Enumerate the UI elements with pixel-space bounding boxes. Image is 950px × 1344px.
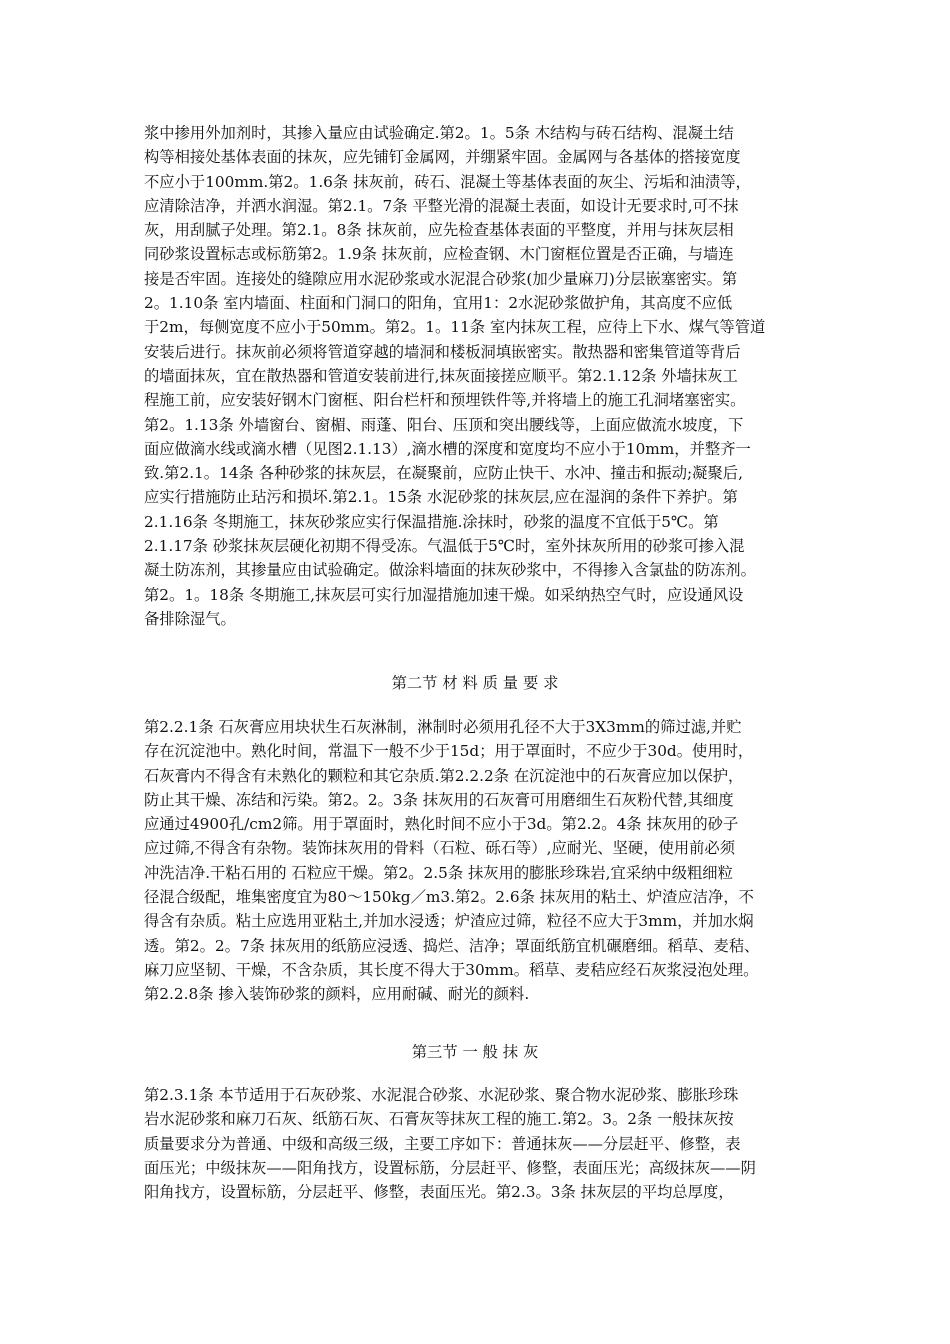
text-line: 阳角找方，设置标筋，分层赶平、修整，表面压光。第2.3。3条 抹灰层的平均总厚度，	[144, 1183, 734, 1202]
text-line: 透。第2。2。7条 抹灰用的纸筋应浸透、捣烂、洁净；罩面纸筋宜机碾磨细。稻草、麦秸、	[144, 936, 760, 955]
text-line: 面压光；中级抹灰——阳角找方，设置标筋，分层赶平、修整，表面压光；高级抹灰——阴	[144, 1158, 756, 1177]
text-line: 得含有杂质。粘土应选用亚粘土,并加水浸透；炉渣应过筛，粒径不应大于3mm，并加水焖	[144, 912, 754, 931]
text-line: 安装后进行。抹灰前必须将管道穿越的墙洞和楼板洞填嵌密实。散热器和密集管道等背后	[144, 342, 741, 361]
paragraph-general-plastering	[144, 1083, 814, 1204]
text-line: 第2.2.1条 石灰膏应用块状生石灰淋制，淋制时必须用孔径不大于3X3mm的筛过滤,并贮	[144, 718, 742, 736]
text-line: 的墙面抹灰，宜在散热器和管道安装前进行,抹灰面接搓应顺平。第2.1.12条 外墙抹灰工	[144, 366, 738, 385]
text-line: 第2.2.8条 掺入装饰砂浆的颜料，应用耐碱、耐光的颜料.	[144, 985, 530, 1004]
text-line: 冲洗洁净.干粘石用的 石粒应干燥。第2。2.5条 抹灰用的膨胀珍珠岩,宜采纳中级粗细粒	[144, 863, 733, 882]
text-line: 应清除洁净，并洒水润湿。第2.1。7条 平整光滑的混凝土表面，如设计无要求时,可不抹	[144, 196, 739, 215]
text-line: 面应做滴水线或滴水槽（见图2.1.13）,滴水槽的深度和宽度均不应小于10mm，并整齐一	[144, 439, 751, 458]
paragraph-general-provisions	[144, 121, 814, 631]
text-line: 麻刀应坚韧、干燥，不含杂质，其长度不得大于30mm。稻草、麦秸应经石灰浆浸泡处理。	[144, 960, 759, 979]
text-line: 应实行措施防止玷污和损坏.第2.1。15条 水泥砂浆的抹灰层,应在湿润的条件下养护。第	[144, 488, 738, 507]
text-line: 岩水泥砂浆和麻刀石灰、纸筋石灰、石膏灰等抹灰工程的施工.第2。3。2条 一般抹灰按	[144, 1110, 734, 1129]
section-heading-general-plastering: 第三节 一 般 抹 灰	[411, 1043, 539, 1061]
text-line: 存在沉淀池中。熟化时间，常温下一般不少于15d；用于罩面时，不应少于30d。使用时，	[144, 742, 754, 761]
text-line: 应过筛,不得含有杂物。装饰抹灰用的骨料（石粒、砾石等）,应耐光、坚硬，使用前必须	[144, 839, 736, 858]
text-line: 于2m，每侧宽度不应小于50mm。第2。1。11条 室内抹灰工程，应待上下水、煤气等管道	[144, 318, 766, 337]
text-line: 应通过4900孔/cm2筛。用于罩面时，熟化时间不应小于3d。第2.2。4条 抹灰用的砂子	[144, 815, 739, 834]
text-line: 2。1.10条 室内墙面、柱面和门洞口的阳角，宜用1：2水泥砂浆做护角，其高度不应低	[144, 294, 733, 313]
text-line: 凝土防冻剂，其掺量应由试验确定。做涂料墙面的抹灰砂浆中，不得掺入含氯盐的防冻剂。	[144, 561, 756, 580]
text-line: 第2。1。18条 冬期施工,抹灰层可实行加湿措施加速干燥。如采纳热空气时，应设通风设	[144, 585, 744, 604]
text-line: 构等相接处基体表面的抹灰，应先铺钉金属网，并绷紧牢固。金属网与各基体的搭接宽度	[144, 148, 741, 167]
text-line: 第2。1.13条 外墙窗台、窗楣、雨蓬、阳台、压顶和突出腰线等，上面应做流水坡度，下	[144, 415, 744, 434]
text-line: 灰，用刮腻子处理。第2.1。8条 抹灰前，应先检查基体表面的平整度，并用与抹灰层相	[144, 221, 734, 240]
text-line: 接是否牢固。连接处的缝隙应用水泥砂浆或水泥混合砂浆(加少量麻刀)分层嵌塞密实。第	[144, 269, 738, 288]
text-line: 2.1.16条 冬期施工，抹灰砂浆应实行保温措施.涂抹时，砂浆的温度不宜低于5℃。第	[144, 512, 719, 531]
text-line: 第2.3.1条 本节适用于石灰砂浆、水泥混合砂浆、水泥砂浆、聚合物水泥砂浆、膨胀珍珠	[144, 1086, 739, 1104]
section-heading-material-quality: 第二节 材 料 质 量 要 求	[391, 674, 559, 692]
text-line: 石灰膏内不得含有未熟化的颗粒和其它杂质.第2.2.2条 在沉淀池中的石灰膏应加以保护，	[144, 766, 744, 785]
text-line: 同砂浆设置标志或标筋第2。1.9条 抹灰前，应检查钢、木门窗框位置是否正确，与墙连	[144, 245, 734, 264]
text-line: 径混合级配，堆集密度宜为80～150kg／m3.第2。2.6条 抹灰用的粘土、炉渣应洁净，不	[144, 888, 754, 907]
text-line: 防止其干燥、冻结和污染。第2。2。3条 抹灰用的石灰膏可用磨细生石灰粉代替,其细度	[144, 790, 734, 809]
text-line: 2.1.17条 砂浆抹灰层硬化初期不得受冻。气温低于5℃时，室外抹灰所用的砂浆可掺入混	[144, 537, 745, 556]
text-line: 致.第2.1。14条 各种砂浆的抹灰层，在凝聚前，应防止快干、水冲、撞击和振动;凝聚后,	[144, 464, 743, 483]
text-line: 不应小于100mm.第2。1.6条 抹灰前，砖石、混凝土等基体表面的灰尘、污垢和油渍等，	[144, 172, 751, 191]
text-line: 浆中掺用外加剂时，其掺入量应由试验确定.第2。1。5条 木结构与砖石结构、混凝土结	[144, 124, 734, 142]
text-line: 程施工前，应安装好钢木门窗框、阳台栏杆和预埋铁件等,并将墙上的施工孔洞堵塞密实。	[144, 391, 746, 410]
text-line: 质量要求分为普通、中级和高级三级，主要工序如下：普通抹灰——分层赶平、修整，表	[144, 1134, 741, 1153]
paragraph-material-quality	[144, 715, 814, 1007]
text-line: 备排除湿气。	[144, 609, 236, 628]
